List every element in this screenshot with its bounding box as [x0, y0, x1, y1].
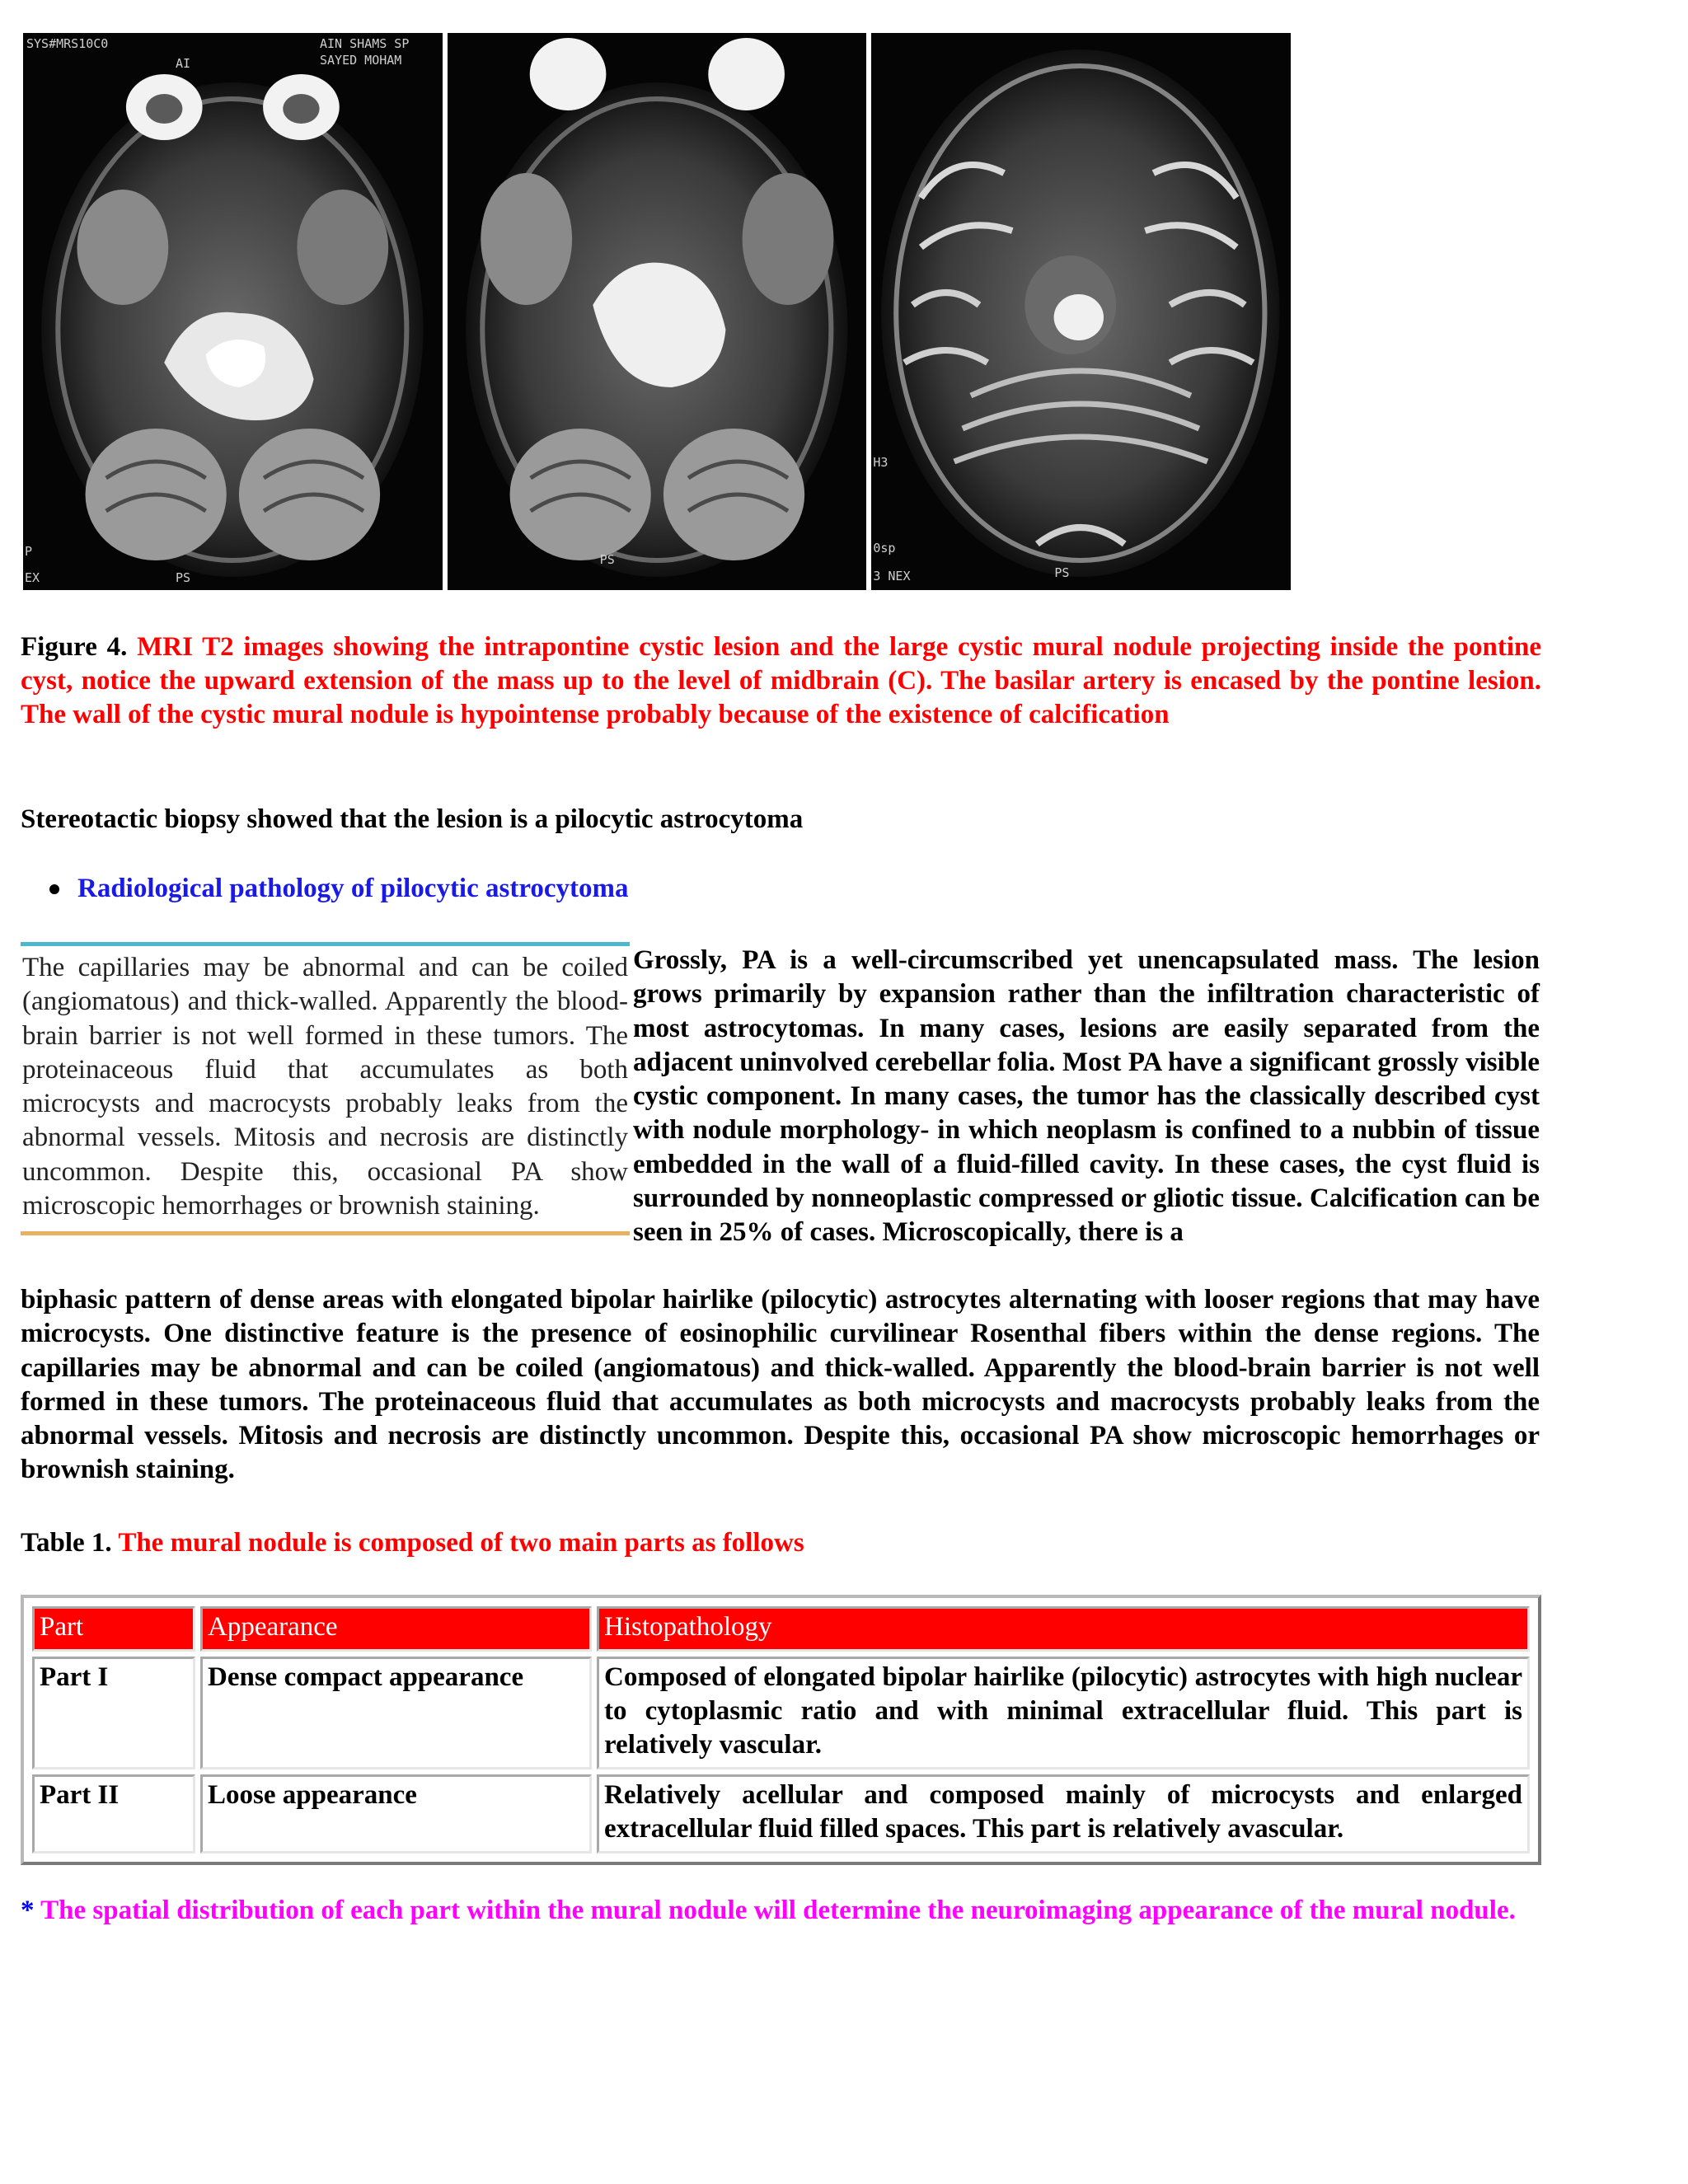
asterisk: * [21, 1896, 35, 1925]
table-row [32, 1657, 1530, 1769]
biopsy-text: Stereotactic biopsy showed that the lesion is a pilocytic astrocytoma [21, 804, 804, 834]
table-header-row [32, 1606, 1530, 1652]
table-row [32, 1774, 1530, 1854]
bullet-item [49, 872, 629, 906]
mri-label: PS [176, 570, 191, 585]
table-caption-label: Table 1. [21, 1528, 112, 1558]
table-caption-text: The mural nodule is composed of two main parts as follows [118, 1528, 804, 1558]
radiological-pathology-link[interactable]: Radiological pathology of pilocytic astrocytoma [77, 874, 629, 903]
mri-figure [23, 33, 1291, 590]
figure-caption-text: MRI T2 images showing the intrapontine cystic lesion and the large cystic mural nodule projecting inside the pontine cyst, notice the upward extension of the mass up to the level of midbrain (C). The basilar artery is encased by the pontine lesion. The wall of the cystic mural nodule is hypointense probably because of the existence of calcification [21, 632, 1541, 729]
mri-label: AIN SHAMS SP [320, 36, 410, 51]
table-header-cell: Histopathology [597, 1606, 1530, 1652]
mri-label: 0sp [873, 541, 896, 555]
table-cell: Loose appearance [200, 1774, 592, 1854]
mri-label: PS [1054, 565, 1070, 580]
table-cell: Part II [32, 1774, 195, 1854]
table-header-cell: Appearance [200, 1606, 592, 1652]
note-body: The spatial distribution of each part within the mural nodule will determine the neuroimaging appearance of the mural nodule. [40, 1896, 1516, 1925]
figure-caption [21, 630, 1541, 732]
mural-nodule-table [21, 1595, 1541, 1865]
body-text-right: Grossly, PA is a well-circumscribed yet unencapsulated mass. The lesion grows primarily by expansion rather than the infiltration characteristic of most astrocytomas. In many cases, lesions are easily separated from the adjacent uninvolved cerebellar folia. Most PA have a significant grossly visible cystic component. In many cases, the tumor has the classically described cyst with nodule morphology- in which neoplasm is confined to a nubbin of tissue embedded in the wall of a fluid-filled cavity. In these cases, the cyst fluid is surrounded by nonneoplastic compressed or gliotic tissue. Calcification can be seen in 25% of cases. Microscopically, there is a [633, 945, 1540, 1248]
mri-label: P [25, 544, 33, 559]
mri-image-b [448, 33, 867, 590]
mri-image-c [871, 33, 1291, 590]
mri-label: AI [176, 56, 191, 71]
mri-label: 3 NEX [873, 569, 911, 583]
body-text-full: biphasic pattern of dense areas with elongated bipolar hairlike (pilocytic) astrocytes alternating with looser regions that may have microcysts. One distinctive feature is the presence of eosinophilic curvilinear Rosenthal fibers within the dense regions. The capillaries may be abnormal and can be coiled (angiomatous) and thick-walled. Apparently the blood-brain barrier is not well formed in these tumors. The proteinaceous fluid that accumulates as both microcysts and macrocysts probably leaks from the abnormal vessels. Mitosis and necrosis are distinctly uncommon. Despite this, occasional PA show microscopic hemorrhages or brownish staining. [21, 1285, 1540, 1485]
mri-label: H3 [873, 455, 889, 470]
mri-label: SAYED MOHAM [320, 53, 402, 68]
figure-caption-label: Figure 4. [21, 632, 128, 662]
mri-image-a [23, 33, 443, 590]
table-cell: Part I [32, 1657, 195, 1769]
pull-quote: The capillaries may be abnormal and can be coiled (angiomatous) and thick-walled. Apparently the blood-brain barrier is not well formed in these tumors. The proteinaceous fluid that accumulates as both microcysts and macrocysts probably leaks from the abnormal vessels. Mitosis and necrosis are distinctly uncommon. Despite this, occasional PA show microscopic hemorrhages or brownish staining. [21, 942, 630, 1235]
table-cell: Relatively acellular and composed mainly of microcysts and enlarged extracellular fluid filled spaces. This part is relatively avascular. [597, 1774, 1530, 1854]
mri-label: PS [599, 552, 615, 567]
bullet-dot-icon [49, 884, 59, 894]
table-header-cell: Part [32, 1606, 195, 1652]
note-text [21, 1894, 1541, 1928]
table-cell: Composed of elongated bipolar hairlike (pilocytic) astrocytes with high nuclear to cytoplasmic ratio and with minimal extracellular fluid. This part is relatively vascular. [597, 1657, 1530, 1769]
mri-label: SYS#MRS10C0 [26, 36, 109, 51]
table-caption [21, 1526, 804, 1560]
table-cell: Dense compact appearance [200, 1657, 592, 1769]
mri-label: EX [25, 570, 40, 585]
